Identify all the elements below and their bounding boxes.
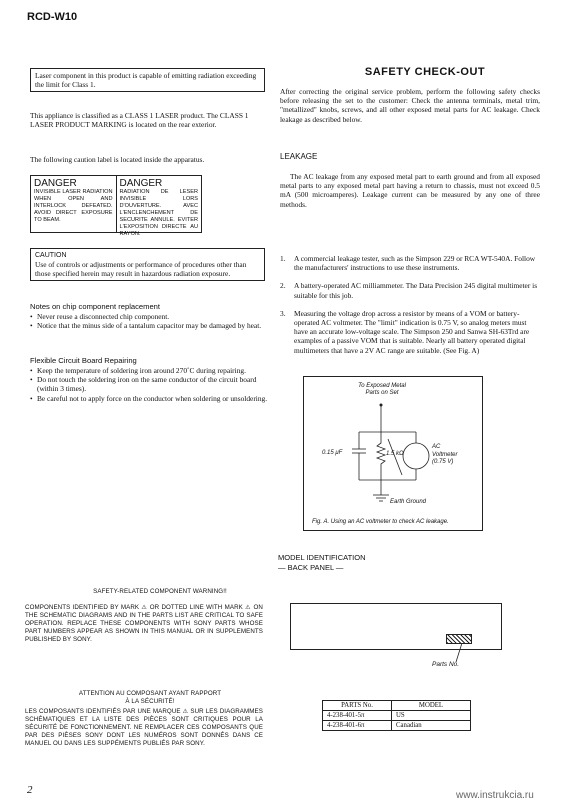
capacitor-label: 0.15 μF [322, 450, 343, 456]
laser-notice-box [30, 68, 265, 92]
warning-fr-title-2: À LA SÉCURITÉ! [125, 698, 175, 705]
figure-probe-label: To Exposed Metal Parts on Set [358, 383, 406, 396]
caution-box [30, 248, 265, 281]
warning-en-text: COMPONENTS IDENTIFIED BY MARK ⚠ OR DOTTED LINE WITH MARK ⚠ ON THE SCHEMATIC DIAGRAMS AND IN THE PARTS LIST ARE CRITICAL TO SAFE OPERATION. REPLACE THESE COMPONENTS WITH SONY PARTS WHOSE PART NUMBERS APPEAR AS SHOWN IN THIS MANUAL OR IN SUPPLEMENTS PUBLISHED BY SONY. [25, 604, 263, 643]
chip-notes [30, 302, 268, 330]
model-id-title: MODEL IDENTIFICATION [278, 553, 366, 562]
chip-item: • Notice that the minus side of a tantalum capacitor may be damaged by heat. [30, 321, 268, 330]
test-probe-node [380, 404, 383, 407]
table-row: 4-238-401-6π Canadian [323, 721, 471, 731]
voltmeter-label: AC Voltmeter (0.75 V) [432, 444, 458, 465]
laser-notice-text: Laser component in this product is capable of emitting radiation exceeding the limit for Class 1. [35, 71, 257, 90]
class-laser-text: This appliance is classified as a CLASS 1 LASER product. The CLASS 1 LASER PRODUCT MARKING is located on the rear exterior. [30, 111, 249, 130]
danger-text-en: INVISIBLE LASER RADIATION WHEN OPEN AND INTERLOCK DEFEATED. AVOID DIRECT EXPOSURE TO BEAM. [34, 189, 113, 223]
method-item: 3. Measuring the voltage drop across a resistor by means of a VOM or battery-operated AC voltmeter. The "limit" indication is 0.75 V, so analog meters must have an accurate low-voltage scale. The Simpson 250 and Sanwa SH-63Trd are examples of a passive VOM that is suitable. Nearly all battery operated digital multimeters that have a 2V AC range are suitable. (See Fig. A) [280, 308, 530, 355]
method-item: 1. A commercial leakage tester, such as the Simpson 229 or RCA WT-540A. Follow the manufacturers' instructions to use these instruments. [280, 254, 536, 273]
safety-title: SAFETY CHECK-OUT [364, 66, 486, 78]
danger-label-en [31, 176, 117, 232]
ground-label: Earth Ground [390, 499, 427, 505]
model-id-heading [278, 553, 366, 573]
chip-item: • Never reuse a disconnected chip component. [30, 312, 268, 321]
flex-item: • Be careful not to apply force on the conductor when soldering or unsoldering. [30, 394, 268, 403]
table-header: MODEL [392, 701, 471, 711]
caution-title: CAUTION [35, 252, 67, 259]
figure-caption: Fig. A. Using an AC voltmeter to check AC leakage. [312, 519, 449, 525]
warning-fr-text: LES COMPOSANTS IDENTIFIÉS PAR UNE MARQUE ⚠ SUR LES DIAGRAMMES SCHÉMATIQUES ET LA LISTE DES PIÈCES SONT CRITIQUES POUR LA SÉCURITÉ DE FONCTIONNEMENT. NE REMPLACER CES COMPOSANTS QUE PAR DES PIÈSES SONY DONT LES NUMÉROS SONT DONNÉS DANS CE MANUEL OU DANS LES SUPPÉMENTS PUBLIÉS PAR SONY. [25, 708, 263, 747]
flex-item: • Do not touch the soldering iron on the same conductor of the circuit board (within 3 times). [30, 375, 268, 393]
leakage-heading: LEAKAGE [280, 152, 318, 161]
flex-item: • Keep the temperature of soldering iron around 270˚C during repairing. [30, 366, 268, 375]
label-intro-text: The following caution label is located inside the apparatus. [30, 155, 205, 164]
safety-intro: After correcting the original service problem, perform the following safety checks before releasing the set to the customer: Check the antenna terminals, metal trim, "metallized" knobs, screws, and all other exposed metal parts for AC leakage. Check leakage as described below. [280, 87, 540, 124]
warning-fr-title [40, 690, 260, 706]
danger-text-fr: RADIATION DE LESER INVISIBLE LORS D'OUVERTURE. AVEC L'ENCLENCHEMENT DE SECURITE ANNULE. EVITER L'EXPOSITION DIRECTE AU RAYON. [119, 189, 198, 237]
method-list [280, 254, 540, 364]
table-row: 4-238-401-5π US [323, 711, 471, 721]
danger-label [30, 175, 202, 237]
table-header: PARTS No. [323, 701, 392, 711]
resistor-label: 1.5 kΩ [386, 451, 404, 457]
page-number: 2 [27, 784, 33, 796]
danger-title-en: DANGER [34, 178, 77, 189]
model-parts-table [322, 700, 471, 731]
leakage-text: The AC leakage from any exposed metal part to earth ground and from all exposed metal parts to any exposed metal part having a return to chassis, must not exceed 0.5 mA (500 microamperes). Leakage current can be measured by any one of three methods. [280, 172, 540, 209]
watermark: www.instrukcia.ru [456, 790, 534, 801]
chip-heading: Notes on chip component replacement [30, 302, 161, 311]
flex-heading: Flexible Circuit Board Repairing [30, 356, 137, 365]
warning-en-title: SAFETY-RELATED COMPONENT WARNING!! [93, 588, 227, 595]
figure-a [303, 376, 483, 531]
page-model-title: RCD-W10 [27, 11, 78, 23]
model-id-subtitle: — BACK PANEL — [278, 563, 344, 572]
danger-label-fr [117, 176, 202, 237]
danger-title-fr: DANGER [119, 178, 163, 189]
parts-no-label: Parts No. [432, 661, 460, 668]
method-item: 2. A battery-operated AC milliammeter. The Data Precision 245 digital multimeter is suitable for this job. [280, 281, 538, 300]
warning-fr-title-1: ATTENTION AU COMPOSANT AYANT RAPPORT [78, 690, 222, 697]
caution-text: Use of controls or adjustments or performance of procedures other than those specified herein may result in hazardous radiation exposure. [35, 260, 247, 279]
flex-notes [30, 356, 268, 403]
